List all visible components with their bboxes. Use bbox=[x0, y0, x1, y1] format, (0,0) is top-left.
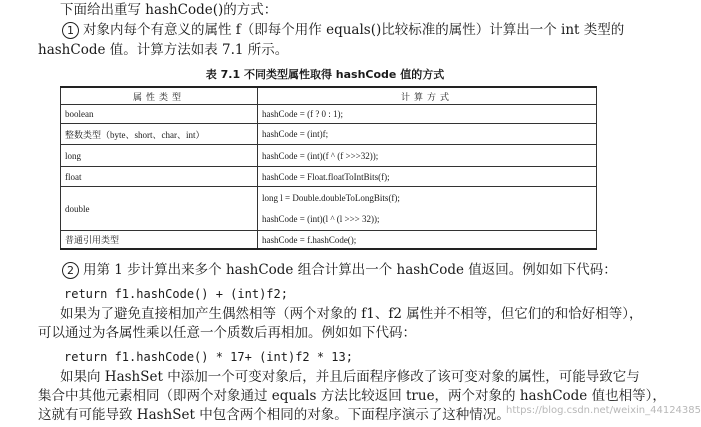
step-2-marker: 2 bbox=[62, 262, 79, 279]
step-1-text-line-2: hashCode 值。计算方法如表 7.1 所示。 bbox=[38, 42, 289, 58]
cell-type: 整数类型（byte、short、char、int） bbox=[61, 124, 258, 145]
table-header-row bbox=[61, 87, 597, 105]
para-3-line-1: 如果向 HashSet 中添加一个可变对象后，并且后面程序修改了该可变对象的属性，可能导致它与 bbox=[60, 369, 640, 385]
code-sample-2: return f1.hashCode() * 17+ (int)f2 * 13; bbox=[64, 350, 353, 364]
intro-text: 下面给出重写 hashCode()的方式： bbox=[60, 2, 278, 18]
step-2-text: 用第 1 步计算出来多个 hashCode 组合计算出一个 hashCode 值返回。例如如下代码： bbox=[83, 262, 617, 278]
cell-calc: hashCode = (int)(f ^ (f >>>32)); bbox=[258, 145, 597, 167]
cell-calc: hashCode = f.hashCode(); bbox=[258, 231, 597, 250]
cell-calc bbox=[258, 187, 597, 231]
cell-calc-line: long l = Double.doubleToLongBits(f); bbox=[262, 192, 400, 203]
cell-type: long bbox=[61, 145, 258, 167]
table-row bbox=[61, 187, 597, 231]
cell-calc: hashCode = (f ? 0 : 1); bbox=[258, 105, 597, 124]
para-2-line-2: 可以通过为各属性乘以任意一个质数后再相加。例如如下代码： bbox=[38, 325, 416, 341]
code-sample-1: return f1.hashCode() + (int)f2; bbox=[64, 287, 288, 301]
table-row bbox=[61, 124, 597, 145]
cell-type: double bbox=[61, 187, 258, 231]
step-1-text-line-1: 对象内每个有意义的属性 f（即每个用作 equals()比较标准的属性）计算出一个 int 类型的 bbox=[83, 22, 625, 38]
cell-type: boolean bbox=[61, 105, 258, 124]
table-caption: 表 7.1 不同类型属性取得 hashCode 值的方式 bbox=[205, 68, 445, 81]
cell-calc-line: hashCode = (int)(l ^ (l >>> 32)); bbox=[262, 213, 380, 224]
watermark: https://blog.csdn.net/weixin_44124385 bbox=[506, 405, 701, 416]
step-1-marker: 1 bbox=[62, 22, 79, 39]
header-type: 属性类型 bbox=[61, 87, 258, 105]
cell-type: float bbox=[61, 167, 258, 187]
cell-calc: hashCode = Float.floatToIntBits(f); bbox=[258, 167, 597, 187]
table-row bbox=[61, 145, 597, 167]
table-row bbox=[61, 231, 597, 250]
hashcode-table bbox=[60, 86, 597, 250]
cell-calc: hashCode = (int)f; bbox=[258, 124, 597, 145]
table-row bbox=[61, 105, 597, 124]
para-2-line-1: 如果为了避免直接相加产生偶然相等（两个对象的 f1、f2 属性并不相等，但它们的和恰好相等）， bbox=[60, 306, 643, 322]
para-3-line-2: 集合中其他元素相同（即两个对象通过 equals 方法比较返回 true，两个对象的 hashCode 值也相等）， bbox=[38, 388, 666, 404]
table-row bbox=[61, 167, 597, 187]
header-calc: 计算方式 bbox=[258, 87, 597, 105]
cell-type: 普通引用类型 bbox=[61, 231, 258, 250]
para-3-line-3: 这就有可能导致 HashSet 中包含两个相同的对象。下面程序演示了这种情况。 bbox=[38, 407, 510, 423]
